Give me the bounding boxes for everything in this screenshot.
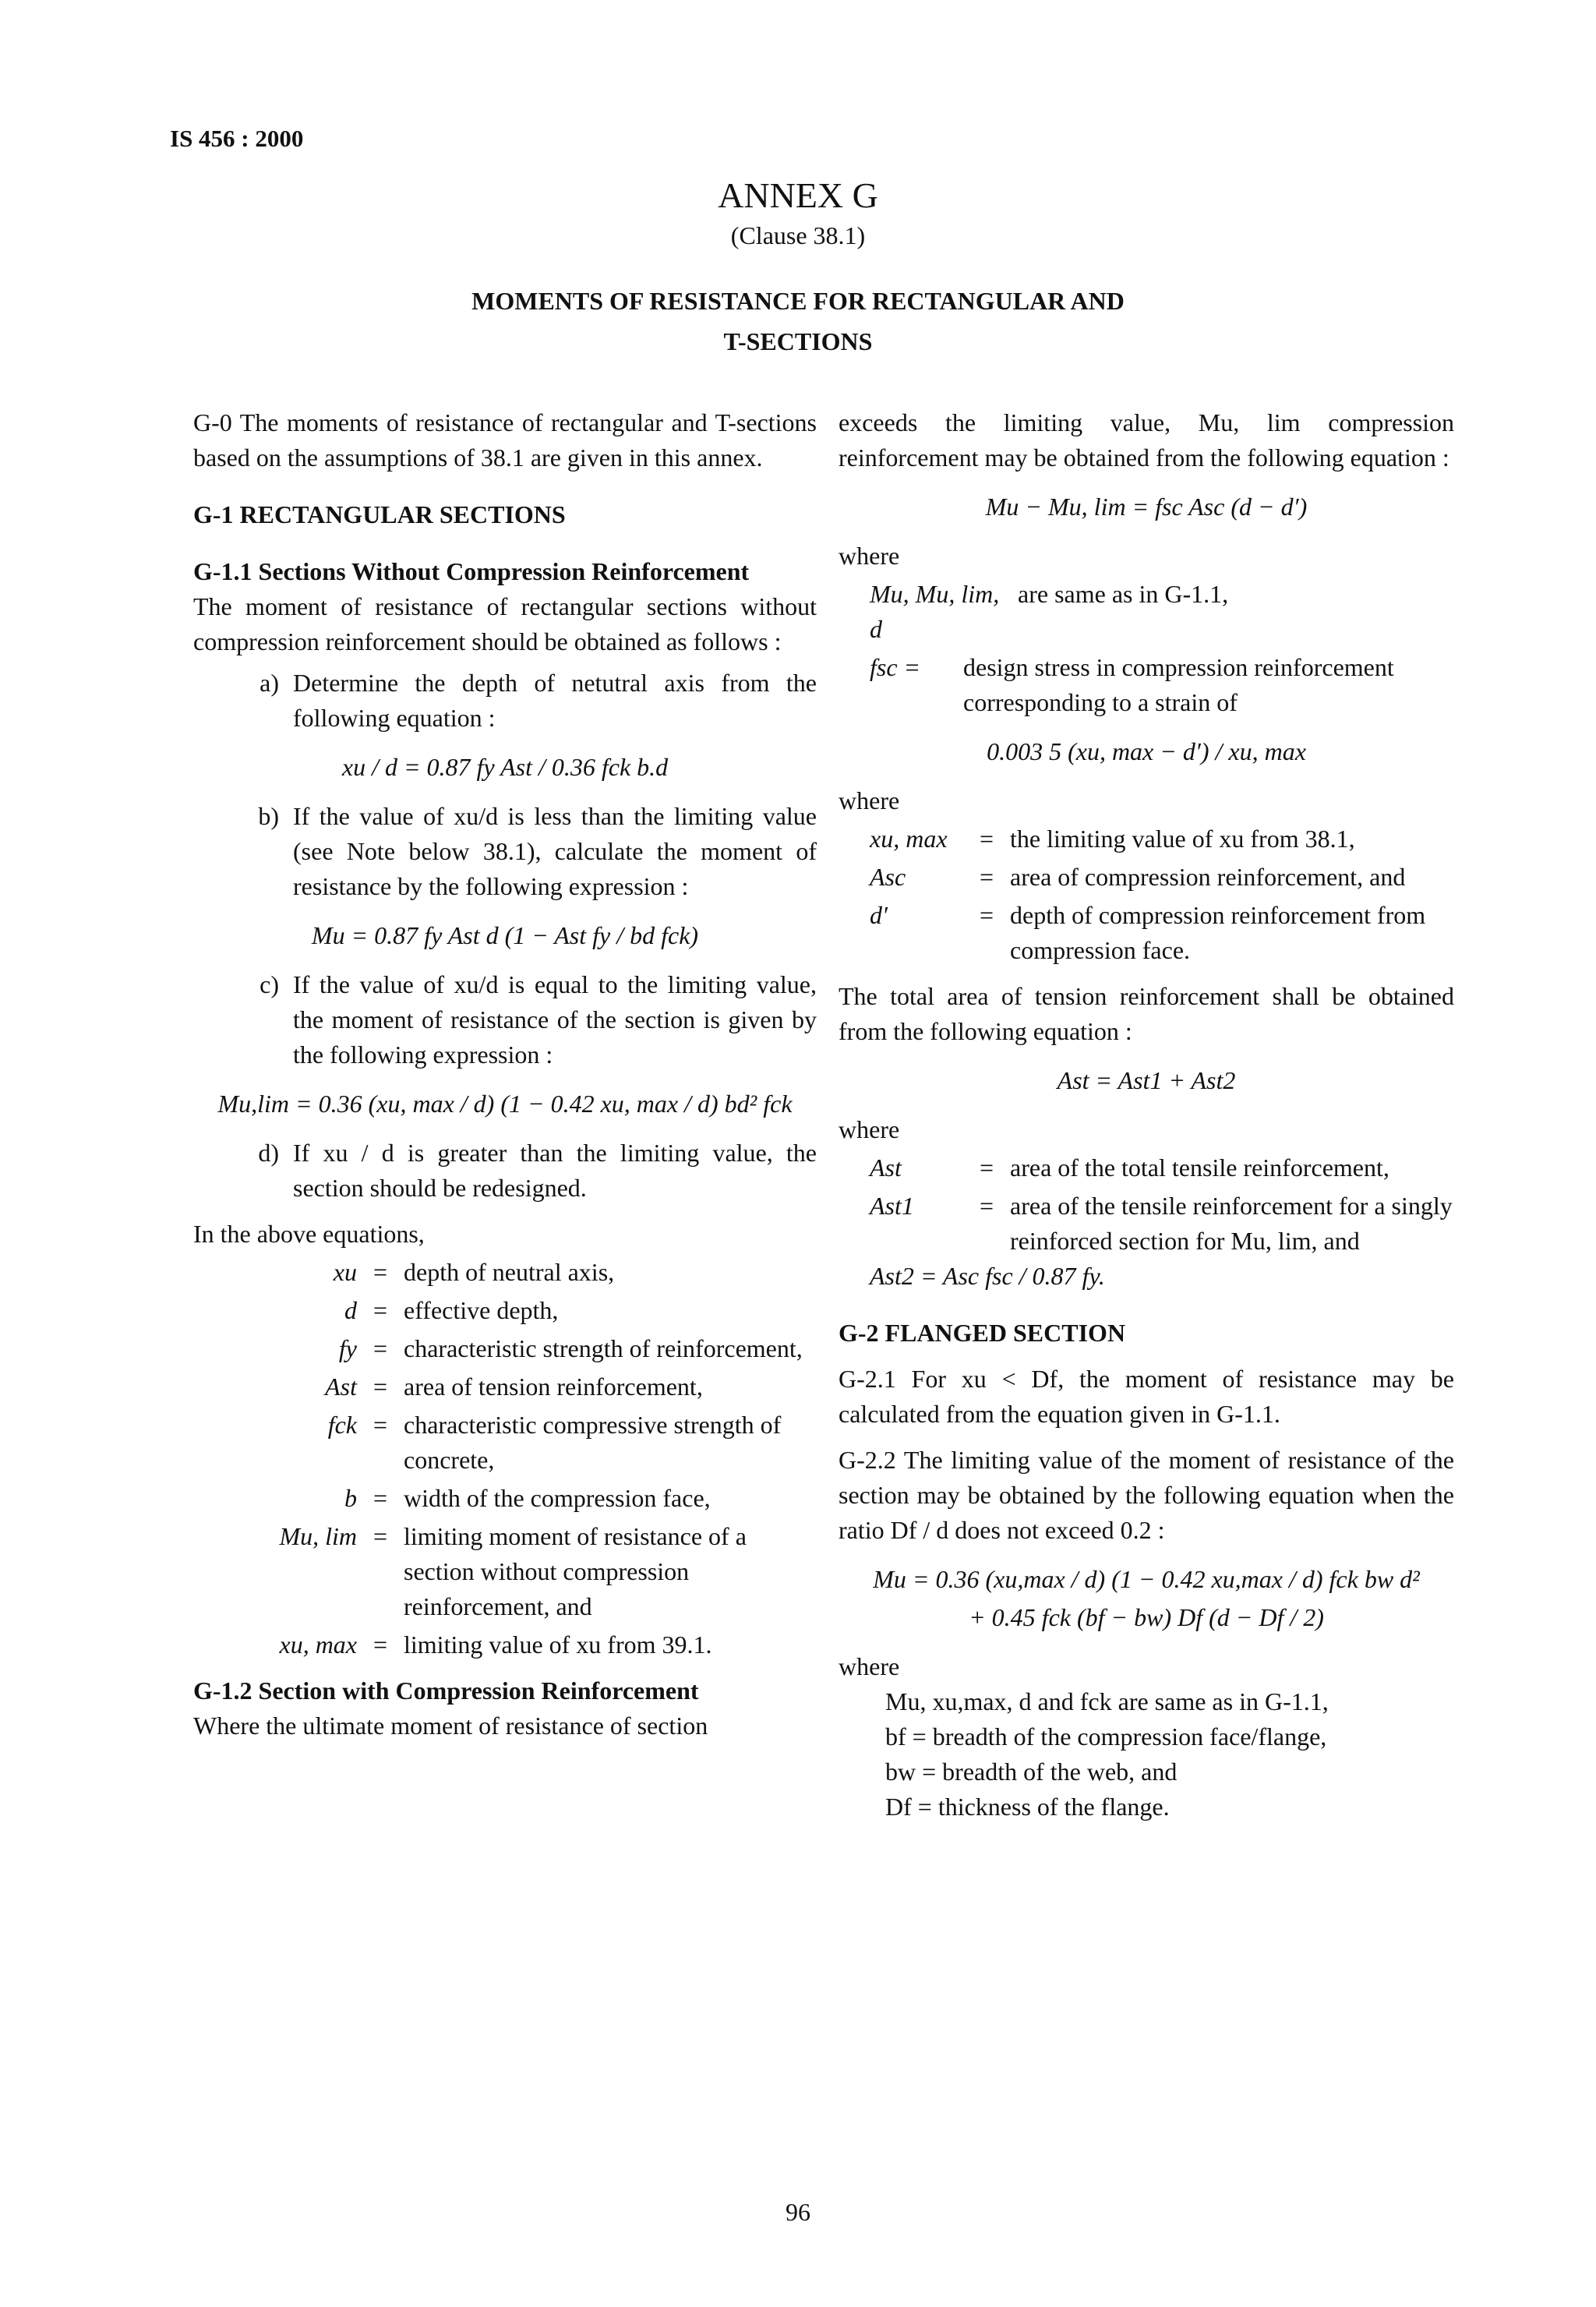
continuation-paragraph: exceeds the limiting value, Mu, lim compression reinforcement may be obtained from the following equation : [839,408,1454,472]
definition-text: limiting moment of resistance of a section without compression reinforcement, and [404,1522,747,1620]
definition-symbol: fy [338,1334,357,1362]
definition-text: area of tension reinforcement, [404,1373,703,1401]
definition-symbol: Mu, Mu, lim, d [870,580,1000,643]
item-label: b) [258,802,279,830]
list-item-d [193,1136,817,1206]
definition-equals: = [373,1630,388,1659]
definition-text: width of the compression face, [404,1484,711,1512]
definition-symbol: Ast1 [870,1192,914,1220]
definition-row [193,1369,817,1404]
definition-row [839,860,1454,895]
definition-row [193,1255,817,1290]
definition-equals: = [373,1258,388,1286]
g12-heading: G-1.2 Section with Compression Reinforcement [193,1676,699,1705]
definition-symbol: xu, max [279,1630,357,1659]
definition-symbol: b [344,1484,357,1512]
item-text: If the value of xu/d is less than the limiting value (see Note below 38.1), calculate the moment of resistance by the following expression : [293,802,817,900]
left-column [193,405,817,1743]
list-item-b [193,799,817,904]
definition-row [193,1627,817,1662]
definition-symbol: xu [333,1258,357,1286]
definition-text: bf = breadth of the compression face/flange, [885,1722,1327,1751]
definition-row [193,1408,817,1478]
definition-symbol: d′ [870,901,888,929]
definitions-intro: In the above equations, [193,1220,425,1248]
g21-paragraph: G-2.1 For xu < Df, the moment of resistance may be calculated from the equation given in G-1.1. [839,1365,1454,1428]
equation-total-area: Ast = Ast1 + Ast2 [1057,1066,1236,1094]
equation-ast2: Ast2 = Asc fsc / 0.87 fy. [870,1262,1105,1290]
definition-symbol: Mu, lim [279,1522,357,1550]
definition-text: Df = thickness of the flange. [885,1793,1170,1821]
item-label: d) [258,1139,279,1167]
definition-equals: = [373,1522,388,1550]
definition-row [193,1331,817,1366]
definitions-list [193,1255,817,1662]
list-item-a [193,666,817,736]
definition-text: depth of compression reinforcement from compression face. [1010,901,1426,964]
definition-equals: = [373,1484,388,1512]
item-label: a) [260,669,279,697]
definition-symbol: Asc [870,863,906,891]
definition-symbol: Ast [325,1373,357,1401]
where-label: where [839,1652,900,1680]
title-line-2: T-SECTIONS [723,327,873,355]
page-number: 96 [786,2198,810,2226]
clause-reference: (Clause 38.1) [730,221,866,249]
definition-text: depth of neutral axis, [404,1258,615,1286]
definition-text: bw = breadth of the web, and [885,1758,1178,1786]
definition-equals: = [979,825,994,853]
definition-row [839,577,1454,647]
equation-flanged-line-2: + 0.45 fck (bf − bw) Df (d − Df / 2) [969,1603,1324,1631]
item-text: If the value of xu/d is equal to the limiting value, the moment of resistance of the section is given by the following expression : [293,970,817,1069]
item-text: Determine the depth of netutral axis from the following equation : [293,669,817,732]
definition-row [193,1293,817,1328]
where-label: where [839,786,900,814]
definition-text: area of compression reinforcement, and [1010,863,1406,891]
item-label: c) [260,970,279,998]
definition-equals: = [373,1411,388,1439]
definition-equals: = [979,863,994,891]
definition-equals: = [979,1192,994,1220]
definition-row [193,1481,817,1516]
definition-text: characteristic strength of reinforcement, [404,1334,803,1362]
definition-text: area of the total tensile reinforcement, [1010,1154,1389,1182]
equation-flanged-line-1: Mu = 0.36 (xu,max / d) (1 − 0.42 xu,max / d) fck bw d² [873,1565,1420,1593]
where-label: where [839,1115,900,1143]
g0-paragraph: G-0 The moments of resistance of rectangular and T-sections based on the assumptions of 38.1 are given in this annex. [193,408,817,472]
definition-text: limiting value of xu from 39.1. [404,1630,712,1659]
definition-symbol: xu, max [870,825,948,853]
definition-equals: = [373,1296,388,1324]
g12-paragraph: Where the ultimate moment of resistance of section [193,1712,708,1740]
definition-equals: = [979,901,994,929]
definition-text: characteristic compressive strength of concrete, [404,1411,782,1474]
definition-text: design stress in compression reinforcement corresponding to a strain of [963,653,1394,716]
definition-row [839,650,1454,720]
definition-text: Mu, xu,max, d and fck are same as in G-1.1, [885,1687,1329,1715]
equation-a: xu / d = 0.87 fy Ast / 0.36 fck b.d [341,753,669,781]
definition-row [839,898,1454,968]
definition-equals: = [979,1154,994,1182]
definition-row [839,821,1454,857]
g1-heading: G-1 RECTANGULAR SECTIONS [193,500,566,528]
annex-title: ANNEX G [718,175,878,215]
definition-text: the limiting value of xu from 38.1, [1010,825,1355,853]
definition-text: are same as in G-1.1, [1018,580,1229,608]
definition-symbol: fsc = [870,653,921,681]
g11-paragraph: The moment of resistance of rectangular sections without compression reinforcement should be obtained as follows : [193,592,817,655]
list-item-c [193,967,817,1072]
page-title [0,281,1596,362]
definition-equals: = [373,1334,388,1362]
definition-row [839,1150,1454,1185]
item-text: If xu / d is greater than the limiting value, the section should be redesigned. [293,1139,817,1202]
flanged-definitions [839,1684,1454,1825]
definition-text: area of the tensile reinforcement for a singly reinforced section for Mu, lim, and [1010,1192,1453,1255]
g2-heading: G-2 FLANGED SECTION [839,1319,1126,1347]
where-label: where [839,542,900,570]
standard-number: IS 456 : 2000 [170,125,304,152]
g11-heading: G-1.1 Sections Without Compression Reinforcement [193,557,750,585]
definition-text: effective depth, [404,1296,559,1324]
g22-paragraph: G-2.2 The limiting value of the moment of resistance of the section may be obtained by the following equation when the ratio Df / d does not exceed 0.2 : [839,1446,1454,1544]
definition-symbol: fck [327,1411,357,1439]
definition-row [193,1519,817,1624]
equation-compression: Mu − Mu, lim = fsc Asc (d − d′) [985,493,1308,521]
definition-equals: = [373,1373,388,1401]
title-line-1: MOMENTS OF RESISTANCE FOR RECTANGULAR AND [471,287,1125,315]
equation-b: Mu = 0.87 fy Ast d (1 − Ast fy / bd fck) [311,921,699,949]
equation-strain: 0.003 5 (xu, max − d′) / xu, max [987,737,1306,765]
definition-symbol: Ast [870,1154,902,1182]
definition-symbol: d [344,1296,357,1324]
definition-row [839,1189,1454,1259]
total-area-paragraph: The total area of tension reinforcement shall be obtained from the following equation : [839,982,1454,1045]
equation-c: Mu,lim = 0.36 (xu, max / d) (1 − 0.42 xu, max / d) bd² fck [217,1090,793,1118]
right-column [839,405,1454,1825]
